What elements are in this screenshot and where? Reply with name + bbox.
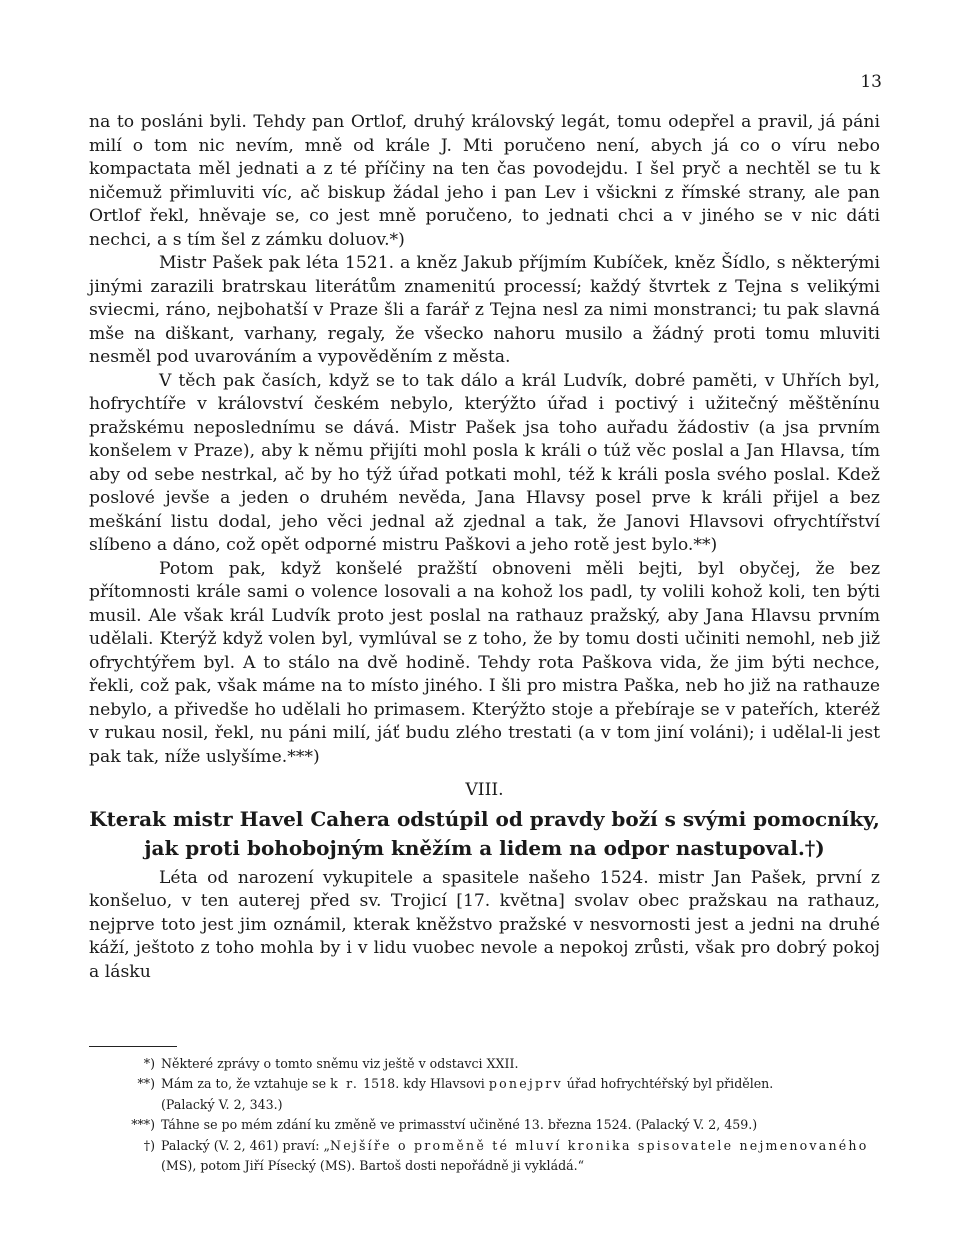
footnote-text-part: úřad hofrychtéřský byl přidělen. <box>562 1076 774 1092</box>
footnote-continuation: (Palacký V. 2, 343.) <box>161 1096 283 1112</box>
footnote-text: Některé zprávy o tomto sněmu viz ještě v odstavci XXII. <box>161 1056 519 1071</box>
footnote <box>89 1136 880 1177</box>
paragraph: Mistr Pašek pak léta 1521. a kněz Jakub příjmím Kubíček, kněz Šídlo, s některými jinými zarazili bratrskau literátům znamenitú processí; každý štvrtek z Tejna s velikými sviecmi, ráno, nejbohatší v Praze šli a farář z Tejna nesl za nimi monstranci; tu pak slavná mše na diškant, varhany, regaly, že všecko nahoru musilo a žádný proti tomu mluviti nesměl pod uvarováním a vypověděním z města. <box>89 253 880 367</box>
footnote-text-part: (MS), potom Jiří Písecký (MS). Bartoš dosti nepořádně ji vykládá.“ <box>161 1158 585 1174</box>
footnote-text <box>161 1074 880 1094</box>
footnote-mark: **) <box>137 1076 155 1092</box>
footnote <box>89 1054 880 1074</box>
paragraph: Léta od narození vykupitele a spasitele našeho 1524. mistr Jan Pašek, první z konšeluo, v ten auterej před sv. Trojicí [17. května] svolav obec pražskau na rathauz, nejprve toto jest jim oznámil, kterak kněžstvo pražské v nesvornosti jest a jedni na druhé káží, ještoto z toho mohla by i v lidu vuobec nevole a nepokoj zrůsti, však pro dobrý pokoj a lásku <box>89 867 880 982</box>
footnote-mark: †) <box>143 1137 155 1153</box>
page-number: 13 <box>860 72 882 92</box>
footnote <box>89 1074 880 1094</box>
paragraph: na to posláni byli. Tehdy pan Ortlof, druhý královský legát, tomu odepřel a pravil, já páni milí o tom nic nevím, mně od krále J. Mti poručeno není, abych já co o víru nebo kompactata měl jednati a z té příčiny na ten čas povodejdu. I šel pryč a nechtěl se tu k ničemuž přimluviti víc, ač biskup žádal jeho i pan Lev i všickni z římské strany, ale pan Ortlof řekl, hněvaje se, co jest mně poručeno, to jednati chci a v jiného se v nic dáti nechci, a s tím šel z zámku doluov.*) <box>89 112 880 250</box>
paragraph: Potom pak, když konšelé pražští obnoveni měli bejti, byl obyčej, že bez přítomnosti krále sami o volence losovali a na kohož los padl, ty volili kohož koli, ten býti musil. Ale však král Ludvík proto jest poslal na rathauz pražský, aby Jana Hlavsu prvním udělali. Kterýž když volen byl, vymlúval se z toho, že by tomu dosti učiniti nemohl, neb již ofrychtýřem byl. A to stálo na dvě hodině. Tehdy rota Paškova vida, že jim býti nechce, řekli, což pak, však máme na to místo jiného. I šli pro mistra Paška, neb ho již na rathauze nebylo, a přivedše ho udělali ho primasem. Kterýžto stoje a přebíraje se v pateřích, kteréž v rukau nosil, řekl, nu páni milí, jáť budu zlého trestati (a v tom jiní voláni); i udělal-li jest pak tak, níže uslyšíme.***) <box>89 558 880 767</box>
section-number: VIII. <box>465 780 504 800</box>
footnote-text <box>161 1136 880 1177</box>
footnote-text-part: Mám za to, že vztahuje se <box>161 1076 331 1092</box>
section-heading: Kterak mistr Havel Cahera odstúpil od pravdy boží s svými pomocníky, jak proti bohobojným kněžím a lidem na odpor nastupoval.†) <box>89 806 880 860</box>
footnote-text-part: Palacký (V. 2, 461) praví: „ <box>161 1137 331 1153</box>
footnote-mark: ***) <box>131 1117 155 1133</box>
footnote-divider <box>89 1046 177 1047</box>
main-text <box>89 111 880 984</box>
footnote-spaced-text: k r. <box>330 1076 360 1092</box>
paragraph: V těch pak časích, když se to tak dálo a král Ludvík, dobré paměti, v Uhřích byl, hofrychtíře v království českém nebylo, kterýžto úřad i poctivý i užitečný měštěnínu pražskému neposlednímu se dává. Mistr Pašek jsa toho auřadu žádostiv (a jsa prvním konšelem v Praze), aby k němu přijíti mohl posla k králi o túž věc poslal a Jan Hlavsa, tím aby od sebe nestrkal, ač by ho týž úřad potkati mohl, též k králi posla svého poslal. Kdež poslové jevše a jeden o druhém nevěda, Jana Hlavsy posel prve k králi přijel a bez meškání listu dodal, jeho věci jednal až zjednal a tak, že Janovi Hlavsovi ofrychtířství slíbeno a dáno, což opět odporné mistru Paškovi a jeho rotě jest bylo.**) <box>89 370 880 555</box>
footnote <box>89 1115 880 1135</box>
footnote-spaced-text: Nejšíře o proměně té mluví kronika spisovatele nejmenovaného <box>330 1137 869 1153</box>
footnote-mark: *) <box>143 1056 155 1071</box>
footnote-text-part: 1518. kdy Hlavsovi <box>359 1076 489 1092</box>
footnote-text: Táhne se po mém zdání ku změně ve primasství učiněné 13. března 1524. (Palacký V. 2, 459.) <box>161 1117 758 1133</box>
footnotes <box>89 1054 880 1176</box>
footnote-spaced-text: ponejprv <box>488 1076 563 1092</box>
